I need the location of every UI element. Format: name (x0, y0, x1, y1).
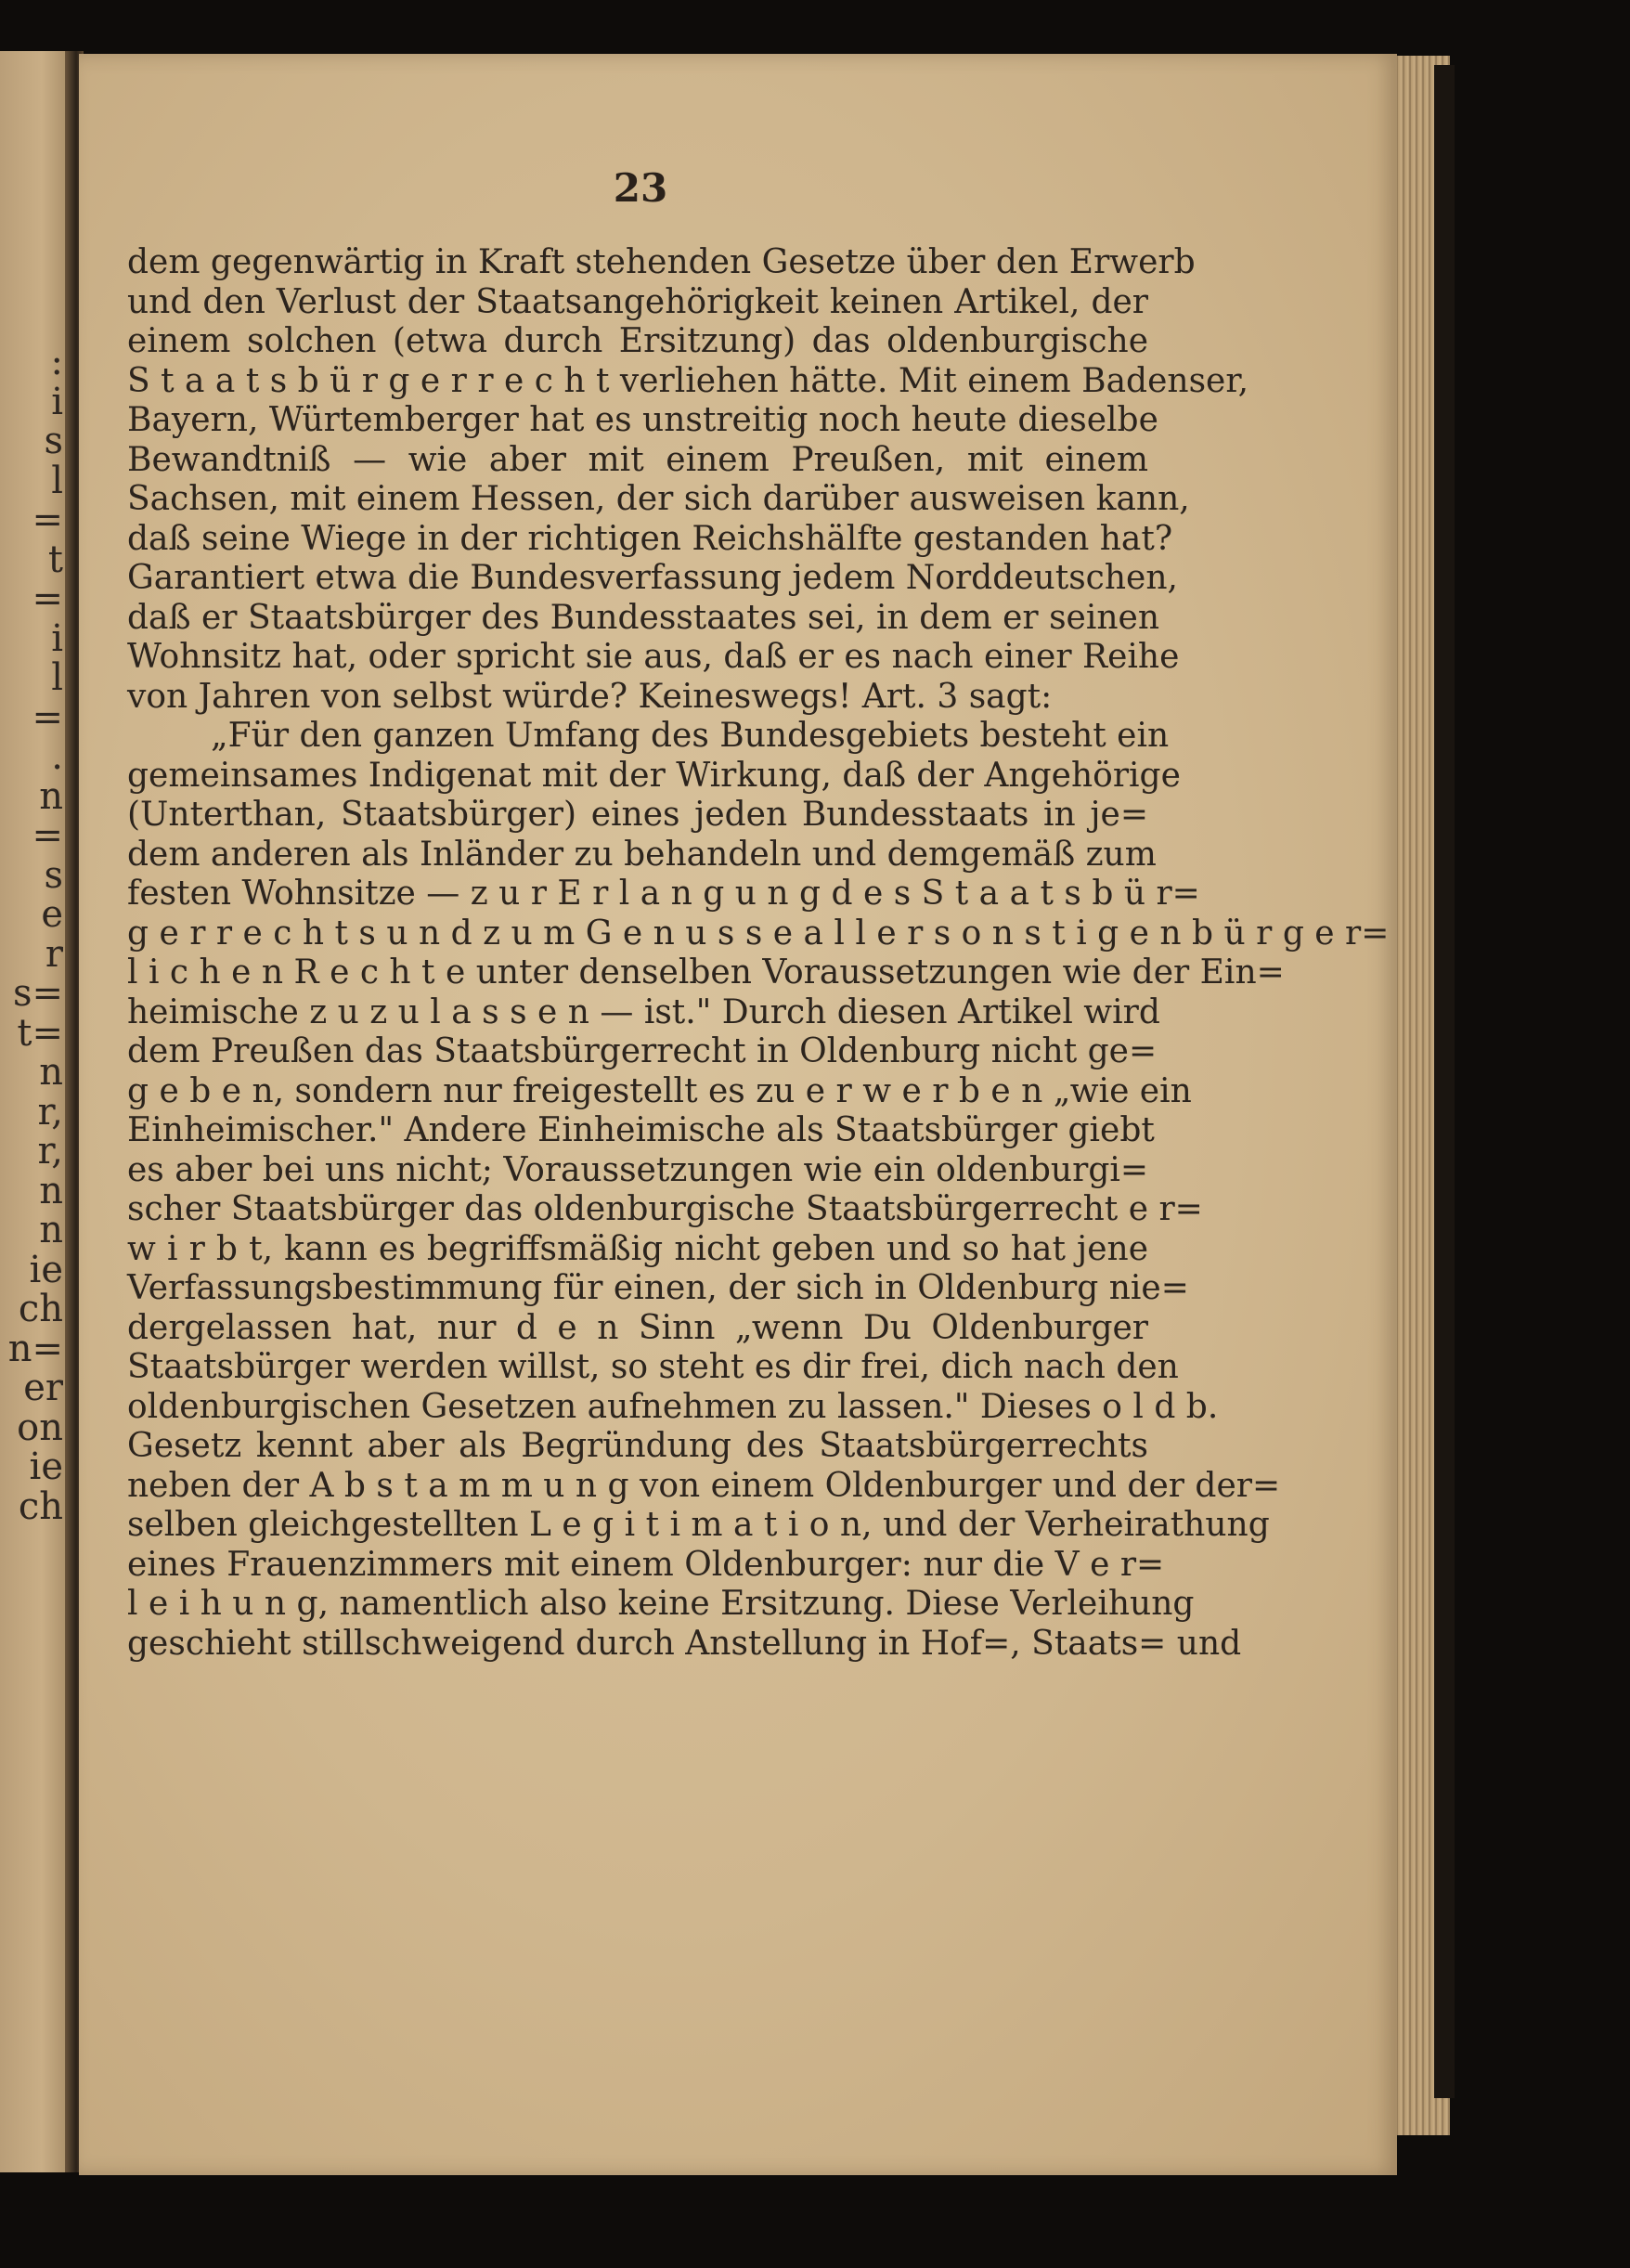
facing-page-fragment: r, (37, 1090, 63, 1134)
text-line: geschieht stillschweigend durch Anstellung in Hof=, Staats= und (127, 1624, 1242, 1663)
facing-page-fragment: = (32, 499, 63, 541)
text-line: w i r b t, kann es begriffsmäßig nicht geben und so hat jene (127, 1229, 1148, 1268)
text-line: dem Preußen das Staatsbürgerrecht in Oldenburg nicht ge= (127, 1032, 1158, 1070)
text-line: (Unterthan, Staatsbürger) eines jeden Bundesstaats in je= (127, 796, 1148, 834)
page-number: 23 (613, 165, 668, 211)
facing-page-fragment: n (39, 1169, 63, 1212)
facing-page-fragment: n= (7, 1327, 63, 1370)
body-text (127, 243, 1390, 1664)
text-line: g e b e n, sondern nur freigestellt es zu e r w e r b e n „wie ein (127, 1071, 1192, 1110)
facing-page-fragment: i (51, 380, 63, 423)
facing-page-edge (0, 51, 70, 2172)
text-line: heimische z u z u l a s s e n — ist." Durch diesen Artikel wird (127, 992, 1160, 1031)
book-cover-edge (1434, 65, 1455, 2098)
text-line: festen Wohnsitze — z u r E r l a n g u n g d e s S t a a t s b ü r= (127, 875, 1200, 913)
text-line: gemeinsames Indigenat mit der Wirkung, daß der Angehörige (127, 756, 1181, 795)
text-line: Einheimischer." Andere Einheimische als Staatsbürger giebt (127, 1111, 1155, 1149)
text-line: es aber bei uns nicht; Voraussetzungen wie ein oldenburgi= (127, 1150, 1149, 1189)
text-line: Sachsen, mit einem Hessen, der sich darüber ausweisen kann, (127, 480, 1190, 518)
text-line: selben gleichgestellten L e g i t i m a t i o n, und der Verheirathung (127, 1506, 1270, 1544)
text-line: g e r r e c h t s u n d z u m G e n u s s e a l l e r s o n s t i g e n b ü r g e r= (127, 914, 1390, 953)
facing-page-fragment: l (51, 459, 63, 502)
text-line: Bayern, Würtemberger hat es unstreitig noch heute dieselbe (127, 401, 1158, 439)
text-line: und den Verlust der Staatsangehörigkeit keinen Artikel, der (127, 282, 1148, 321)
text-line: scher Staatsbürger das oldenburgische Staatsbürgerrecht e r= (127, 1190, 1203, 1228)
facing-page-fragment: ch (18, 1484, 63, 1528)
text-line: S t a a t s b ü r g e r r e c h t verliehen hätte. Mit einem Badenser, (127, 361, 1249, 400)
text-line: dergelassen hat, nur d e n Sinn „wenn Du Oldenburger (127, 1308, 1148, 1347)
facing-page-fragment: = (32, 577, 63, 620)
text-line: l e i h u n g, namentlich also keine Ersitzung. Diese Verleihung (127, 1585, 1195, 1623)
facing-page-fragment: r, (37, 1130, 63, 1173)
text-line: Garantiert etwa die Bundesverfassung jedem Norddeutschen, (127, 559, 1178, 597)
facing-page-fragment: on (17, 1406, 63, 1449)
text-line: Verfassungsbestimmung für einen, der sich in Oldenburg nie= (127, 1269, 1189, 1307)
facing-page-fragment: = (32, 695, 63, 739)
facing-page-fragment: n (39, 1209, 63, 1251)
text-line: daß er Staatsbürger des Bundesstaates sei, in dem er seinen (127, 598, 1160, 637)
facing-page-fragment: e (41, 893, 63, 936)
text-line: Bewandtniß — wie aber mit einem Preußen, mit einem (127, 440, 1148, 479)
facing-page-fragment: r (45, 932, 63, 976)
facing-page-fragment: l (51, 656, 63, 699)
text-line: neben der A b s t a m m u n g von einem Oldenburger und der der= (127, 1466, 1281, 1505)
text-line: „Für den ganzen Umfang des Bundesgebiets besteht ein (211, 717, 1170, 755)
facing-page-fragment: s= (12, 972, 63, 1015)
facing-page-fragment: ch (18, 1288, 63, 1330)
facing-page-fragment: n (39, 1051, 63, 1094)
facing-page-fragment: er (23, 1367, 63, 1409)
text-line: einem solchen (etwa durch Ersitzung) das oldenburgische (127, 322, 1148, 360)
facing-page-fragment: n (39, 774, 63, 818)
text-line: von Jahren von selbst würde? Keineswegs! Art. 3 sagt: (127, 677, 1053, 716)
facing-page-fragment: ie (29, 1248, 63, 1291)
facing-page-fragment: s (44, 853, 63, 897)
facing-page-fragment: s (44, 420, 63, 462)
facing-page-fragment: = (32, 814, 63, 857)
facing-page-fragment: t= (17, 1011, 63, 1055)
facing-page-fragment: . (51, 735, 63, 778)
text-line: l i c h e n R e c h t e unter denselben Voraussetzungen wie der Ein= (127, 953, 1285, 991)
text-line: dem gegenwärtig in Kraft stehenden Gesetze über den Erwerb (127, 243, 1196, 281)
text-line: eines Frauenzimmers mit einem Oldenburger: nur die V e r= (127, 1545, 1165, 1584)
text-line: oldenburgischen Gesetzen aufnehmen zu lassen." Dieses o l d b. (127, 1387, 1219, 1426)
text-line: dem anderen als Inländer zu behandeln und demgemäß zum (127, 835, 1157, 874)
text-line: Wohnsitz hat, oder spricht sie aus, daß er es nach einer Reihe (127, 638, 1180, 676)
text-line: Gesetz kennt aber als Begründung des Staatsbürgerrechts (127, 1427, 1148, 1465)
text-line: daß seine Wiege in der richtigen Reichshälfte gestanden hat? (127, 519, 1173, 558)
facing-page-fragment: : (50, 341, 63, 383)
facing-page-fragment: ie (29, 1445, 63, 1488)
text-line: Staatsbürger werden willst, so steht es dir frei, dich nach den (127, 1348, 1179, 1386)
facing-page-fragment: i (51, 616, 63, 660)
facing-page-fragment: t (47, 538, 63, 581)
